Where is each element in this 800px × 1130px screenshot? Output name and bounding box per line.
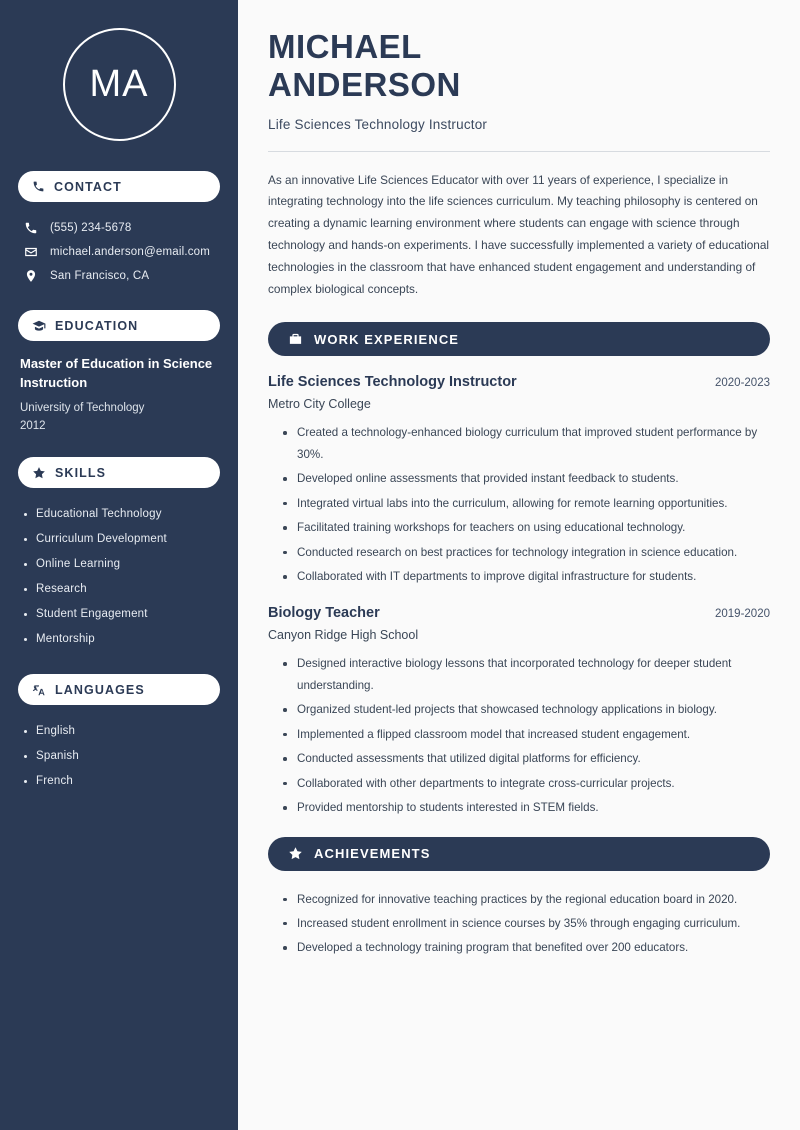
- list-item: English: [22, 719, 220, 744]
- job-dates: 2019-2020: [715, 608, 770, 621]
- job-role: Life Sciences Technology Instructor: [268, 374, 517, 391]
- contact-section-header: [18, 171, 220, 202]
- phone-icon: [32, 180, 45, 193]
- skills-section-header: [18, 457, 220, 488]
- contact-location-value: San Francisco, CA: [50, 270, 150, 282]
- education-degree: Master of Education in Science Instruction: [20, 356, 213, 390]
- skills-section-label: SKILLS: [55, 465, 107, 480]
- education-section-header: [18, 310, 220, 341]
- achievements-label: ACHIEVEMENTS: [314, 846, 431, 862]
- list-item: Educational Technology: [22, 502, 220, 527]
- list-item: Collaborated with other departments to integrate cross-curricular projects.: [282, 773, 770, 794]
- languages-section-header: [18, 674, 220, 705]
- contact-phone: [18, 216, 220, 240]
- star-icon: [288, 846, 303, 861]
- list-item: Conducted research on best practices for technology integration in science education.: [282, 542, 770, 563]
- education-school: University of Technology: [20, 401, 145, 414]
- list-item: Increased student enrollment in science courses by 35% through engaging curriculum.: [282, 913, 770, 934]
- star-icon: [32, 466, 46, 480]
- list-item: Developed online assessments that provided instant feedback to students.: [282, 468, 770, 489]
- list-item: Collaborated with IT departments to improve digital infrastructure for students.: [282, 566, 770, 587]
- list-item: Organized student-led projects that showcased technology applications in biology.: [282, 699, 770, 720]
- list-item: French: [22, 769, 220, 794]
- list-item: Implemented a flipped classroom model that increased student engagement.: [282, 724, 770, 745]
- headline-job-title: Life Sciences Technology Instructor: [268, 116, 488, 132]
- list-item: Designed interactive biology lessons that incorporated technology for deeper student understanding.: [282, 653, 770, 696]
- education-section-label: EDUCATION: [55, 318, 139, 333]
- work-experience-entry: [268, 374, 770, 587]
- list-item: Integrated virtual labs into the curriculum, allowing for remote learning opportunities.: [282, 493, 770, 514]
- contact-location: [18, 264, 220, 288]
- list-item: Created a technology-enhanced biology curriculum that improved student performance by 30%.: [282, 422, 770, 465]
- list-item: Spanish: [22, 744, 220, 769]
- contact-list: [18, 216, 220, 288]
- achievements-section-header: [268, 837, 770, 871]
- briefcase-icon: [288, 332, 303, 347]
- map-pin-icon: [24, 269, 38, 283]
- avatar: MA: [63, 28, 176, 141]
- contact-section-label: CONTACT: [54, 179, 122, 194]
- sidebar: [0, 0, 238, 1130]
- languages-section-label: LANGUAGES: [55, 682, 145, 697]
- education-entry: [18, 355, 220, 435]
- list-item: Research: [22, 577, 220, 602]
- graduation-cap-icon: [32, 319, 46, 333]
- contact-email-value: michael.anderson@email.com: [50, 246, 211, 258]
- contact-email: [18, 240, 220, 264]
- list-item: Conducted assessments that utilized digital platforms for efficiency.: [282, 748, 770, 769]
- job-bullet-list: [268, 653, 770, 818]
- last-name: ANDERSON: [268, 66, 461, 104]
- job-header: [268, 374, 770, 390]
- list-item: Recognized for innovative teaching practices by the regional education board in 2020.: [282, 889, 770, 910]
- list-item: Provided mentorship to students interested in STEM fields.: [282, 797, 770, 818]
- list-item: Facilitated training workshops for teachers on using educational technology.: [282, 517, 770, 538]
- contact-phone-value: (555) 234-5678: [50, 222, 132, 234]
- job-header: [268, 605, 770, 621]
- work-experience-label: WORK EXPERIENCE: [314, 331, 460, 347]
- education-year: 2012: [20, 420, 46, 433]
- achievements-list: [268, 889, 770, 959]
- list-item: Online Learning: [22, 552, 220, 577]
- page-title: [268, 28, 770, 105]
- list-item: Student Engagement: [22, 602, 220, 627]
- job-bullet-list: [268, 422, 770, 587]
- header-divider: [268, 151, 770, 152]
- languages-list: [18, 719, 220, 794]
- skills-list: [18, 502, 220, 652]
- job-organization: Canyon Ridge High School: [268, 628, 419, 643]
- envelope-icon: [24, 245, 38, 259]
- translate-icon: [32, 683, 46, 697]
- job-dates: 2020-2023: [715, 377, 770, 390]
- phone-icon: [24, 221, 38, 235]
- main-content: [238, 0, 800, 1130]
- professional-summary: As an innovative Life Sciences Educator with over 11 years of experience, I specialize in integrating technology into the life sciences curriculum. My teaching philosophy is centered on creating a dynamic learning environment where students can engage with science through technology and hands-on experiments. I have successfully implemented a variety of educational technologies in the classroom that have enhanced student engagement and understanding of complex biological concepts.: [268, 172, 769, 296]
- work-experience-entry: [268, 605, 770, 818]
- avatar-container: [18, 28, 220, 141]
- work-experience-section-header: [268, 322, 770, 356]
- list-item: Curriculum Development: [22, 527, 220, 552]
- list-item: Mentorship: [22, 627, 220, 652]
- job-role: Biology Teacher: [268, 605, 380, 622]
- job-organization: Metro City College: [268, 397, 371, 412]
- list-item: Developed a technology training program that benefited over 200 educators.: [282, 937, 770, 958]
- first-name: MICHAEL: [268, 28, 422, 65]
